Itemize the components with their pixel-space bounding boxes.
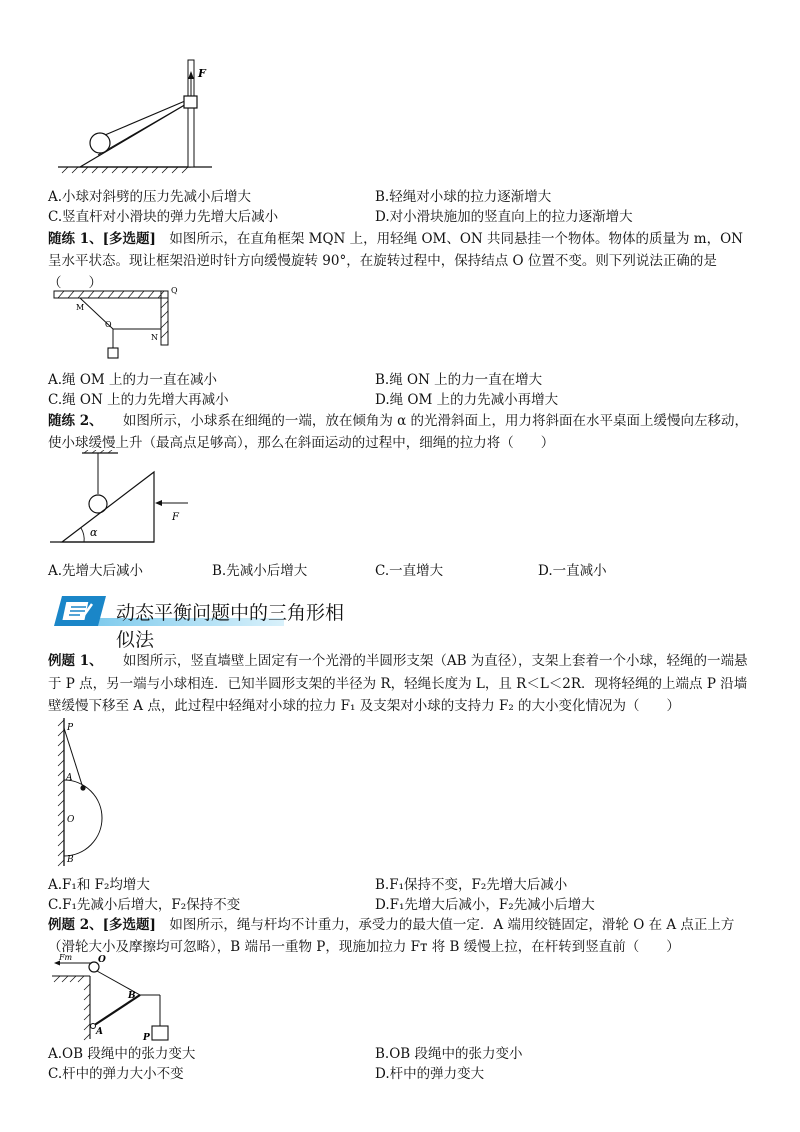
figure-ball-on-slope xyxy=(48,450,198,550)
q2-stem xyxy=(48,410,760,454)
fig-label-N: N xyxy=(151,333,158,342)
fig-label-Q: Q xyxy=(171,286,178,295)
ex1-option-a[interactable]: A.F₁和 F₂均增大 xyxy=(48,877,150,893)
q2-stem-text: 如图所示，小球系在细绳的一端，放在倾角为 α 的光滑斜面上，用力将斜面在水平桌面上缓慢向左移动，使小球缓慢上升（最高点足够高），那么在斜面运动的过程中，细绳的拉力将（ ） xyxy=(48,413,749,451)
fig-label-O: O xyxy=(105,320,112,329)
section-title: 动态平衡问题中的三角形相似法 xyxy=(116,602,345,651)
figure-pulley-rod xyxy=(50,954,180,1044)
q1-option-c[interactable]: C.绳 ON 上的力先增大再减小 xyxy=(48,392,229,408)
q1-option-d[interactable]: D.绳 OM 上的力先减小再增大 xyxy=(375,392,559,408)
fig-label-O-center: O xyxy=(67,815,75,825)
ex2-stem xyxy=(48,914,760,958)
q1-stem-text: 如图所示，在直角框架 MQN 上，用轻绳 OM、ON 共同悬挂一个物体。物体的质量为 m，ON 呈水平状态。现让框架沿逆时针方向缓慢旋转 90°，在旋转过程中，保持结点 O 位置不变。则下列说法正确的是（ ） xyxy=(48,231,743,291)
ex2-option-d[interactable]: D.杆中的弹力变大 xyxy=(375,1066,485,1082)
ex1-option-c[interactable]: C.F₁先减小后增大，F₂保持不变 xyxy=(48,897,241,913)
q0-option-c[interactable]: C.竖直杆对小滑块的弹力先增大后减小 xyxy=(48,209,279,225)
q2-option-c[interactable]: C.一直增大 xyxy=(375,563,444,579)
section-header xyxy=(48,594,358,651)
fig-label-F: F xyxy=(198,67,206,80)
q2-option-a[interactable]: A.先增大后减小 xyxy=(48,563,144,579)
ex2-option-c[interactable]: C.杆中的弹力大小不变 xyxy=(48,1066,184,1082)
ex2-option-b[interactable]: B.OB 段绳中的张力变小 xyxy=(375,1046,523,1062)
q0-option-b[interactable]: B.轻绳对小球的拉力逐渐增大 xyxy=(375,189,552,205)
q2-tag: 随练 2、 xyxy=(48,413,96,429)
ex1-option-d[interactable]: D.F₁先增大后减小，F₂先减小后增大 xyxy=(375,897,595,913)
ex2-option-a[interactable]: A.OB 段绳中的张力变大 xyxy=(48,1046,196,1062)
fig-label-alpha: α xyxy=(90,526,98,539)
q1-option-b[interactable]: B.绳 ON 上的力一直在增大 xyxy=(375,372,543,388)
ex2-tag: 例题 2、[多选题] xyxy=(48,917,156,933)
fig-label-F-slope: F xyxy=(172,512,179,523)
fig-label-FT: Fт xyxy=(59,954,73,962)
ex1-tag: 例题 1、 xyxy=(48,653,96,669)
fig-label-P-weight: P xyxy=(143,1033,150,1043)
notepad-icon xyxy=(52,594,110,628)
fig-label-P: P xyxy=(67,723,74,733)
fig-label-B: B xyxy=(67,855,74,865)
fig-label-A-hinge: A xyxy=(96,1027,103,1037)
q1-tag: 随练 1、[多选题] xyxy=(48,231,156,247)
ex2-stem-text: 如图所示，绳与杆均不计重力，承受力的最大值一定．A 端用绞链固定，滑轮 O 在 A 点正上方（滑轮大小及摩擦均可忽略），B 端吊一重物 P，现施加拉力 Fт 将 B 缓慢上拉，在杆转到竖直前（ ） xyxy=(48,917,735,955)
figure-frame-mqn xyxy=(50,283,180,367)
q0-option-d[interactable]: D.对小滑块施加的竖直向上的拉力逐渐增大 xyxy=(375,209,633,225)
fig-label-O-pulley: O xyxy=(98,955,106,965)
ex1-option-b[interactable]: B.F₁保持不变，F₂先增大后减小 xyxy=(375,877,568,893)
ex1-stem-text: 如图所示，竖直墙壁上固定有一个光滑的半圆形支架（AB 为直径），支架上套着一个小球，轻绳的一端悬于 P 点，另一端与小球相连．已知半圆形支架的半径为 R，轻绳长度为 L，且 R＜L＜2R．现将轻绳的上端点 P 沿墙壁缓慢下移至 A 点，此过程中轻绳对小球的拉力 F₁ 及支架对小球的支持力 F₂ 的大小变化情况为（ ） xyxy=(48,653,748,714)
figure-incline-rod xyxy=(50,55,220,177)
q2-option-d[interactable]: D.一直减小 xyxy=(538,563,607,579)
fig-label-M: M xyxy=(76,303,85,312)
q0-option-a[interactable]: A.小球对斜劈的压力先减小后增大 xyxy=(48,189,252,205)
ex1-stem xyxy=(48,650,760,718)
figure-semicircle-wall xyxy=(44,716,144,868)
q1-option-a[interactable]: A.绳 OM 上的力一直在减小 xyxy=(48,372,218,388)
fig-label-B-rod: B xyxy=(128,991,136,1001)
q2-option-b[interactable]: B.先减小后增大 xyxy=(212,563,308,579)
fig-label-A: A xyxy=(66,773,73,783)
